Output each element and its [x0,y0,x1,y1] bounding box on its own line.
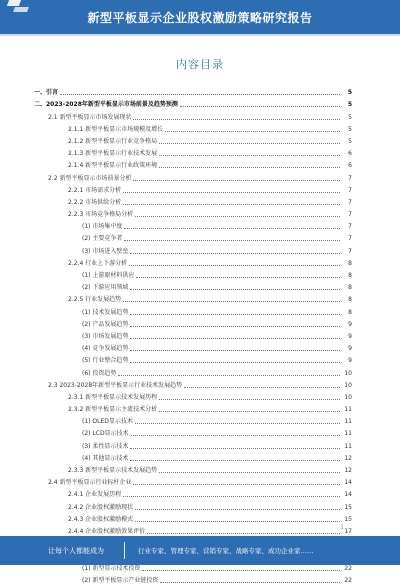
toc-entry-label: 2.4.3 企业股权激励模式 [68,515,134,523]
toc-entry[interactable] [34,330,352,342]
toc-leader-dots [133,484,340,485]
toc-leader-dots [130,326,340,327]
toc-entry-page: 11 [344,418,352,426]
toc-entry-page: 22 [344,576,352,584]
toc-leader-dots [165,131,340,132]
toc-leader-dots [180,106,340,107]
toc-entry-label: 2.3.2 新型平板显示主流技术分析 [68,406,158,414]
toc-leader-dots [124,228,340,229]
toc-entry-page: 15 [344,515,352,523]
toc-leader-dots [130,448,340,449]
toc-entry[interactable] [34,305,352,317]
toc-entry-label: 2.4 新型平板显示行业标杆企业 [48,479,132,487]
toc-entry-page: 8 [348,259,352,267]
toc-leader-dots [159,411,340,412]
report-header-bar [0,0,400,34]
toc-entry-label: (1) 上游原材料供应 [82,272,135,279]
toc-entry[interactable] [34,232,352,244]
toc-entry-label: (1) 新型显示技术投资 [82,564,141,572]
toc-entry-label: 2.3.3 新型平板显示技术发展趋势 [68,467,158,474]
toc-entry[interactable] [34,171,352,183]
toc-entry-page: 12 [344,467,352,474]
toc-entry[interactable] [34,318,352,330]
toc-leader-dots [123,496,340,497]
toc-leader-dots [159,472,340,473]
toc-entry[interactable] [34,415,352,427]
toc-entry[interactable] [34,354,352,366]
toc-entry-label: 2.2.4 行业上下游分析 [68,259,128,267]
toc-entry-label: 2.4.2 企业股权激励现状 [68,503,134,511]
toc-entry-page: 12 [344,454,352,462]
toc-entry-page: 8 [348,296,352,304]
table-of-contents [34,86,352,586]
toc-entry-page: 5 [347,89,352,97]
toc-leader-dots [135,423,340,424]
toc-entry-label: 2.3.1 新型平板显示技术发展历程 [68,393,158,401]
toc-entry[interactable] [34,342,352,354]
toc-entry[interactable] [34,208,352,220]
toc-entry-label: 2.1.4 新型平板显示行业政策环境 [68,162,158,170]
toc-entry-page: 15 [344,503,352,511]
toc-entry[interactable] [34,427,352,439]
footer-slogan-right: 行业专家、管理专家、营销专家、战略专家、成功企业家…… [138,547,314,555]
toc-entry-label: (2) 下游应用领域 [82,284,129,292]
toc-entry-label: (3) 市场进入壁垒 [82,247,129,255]
toc-leader-dots [160,582,340,583]
toc-leader-dots [135,216,340,217]
toc-leader-dots [159,155,340,156]
toc-entry-label: 2.1.1 新型平板显示市场规模及增长 [68,125,164,133]
toc-entry[interactable] [34,439,352,451]
toc-entry[interactable] [34,110,352,122]
toc-entry[interactable] [34,123,352,135]
toc-entry-page: 14 [344,479,352,487]
toc-entry-label: (4) 竞争发展趋势 [82,345,129,353]
toc-entry[interactable] [34,281,352,293]
toc-entry-label: 2.4.1 企业发展历程 [68,491,122,499]
toc-entry-page: 5 [347,101,352,109]
toc-entry-page: 7 [348,198,352,206]
toc-leader-dots [135,509,340,510]
toc-entry-label: (2) 产品发展趋势 [82,320,129,328]
toc-entry-label: 2.1.3 新型平板显示行业技术发展 [68,150,158,158]
toc-entry[interactable] [34,98,352,110]
toc-entry-label: 2.2 新型平板显示市场前景分析 [48,174,132,182]
toc-leader-dots [147,533,340,534]
toc-entry-page: 7 [348,174,352,182]
toc-entry-page: 22 [344,564,352,572]
toc-entry[interactable] [34,464,352,476]
toc-leader-dots [123,204,340,205]
toc-leader-dots [130,460,340,461]
toc-leader-dots [133,180,340,181]
toc-entry-page: 11 [344,406,352,414]
toc-leader-dots [159,167,340,168]
toc-leader-dots [130,338,340,339]
toc-entry[interactable] [34,86,352,98]
toc-entry-label: 2.2.3 市场竞争格局分析 [68,211,134,219]
toc-entry-label: 2.3 2023-2028年新型平板显示行业技术发展趋势 [48,381,183,389]
toc-leader-dots [184,387,340,388]
toc-entry[interactable] [34,135,352,147]
toc-entry-label: (5) 行业整合趋势 [82,357,129,365]
toc-entry[interactable] [34,366,352,378]
toc-entry-page: 8 [348,308,352,316]
toc-leader-dots [130,253,340,254]
footer-divider [124,542,125,559]
toc-leader-dots [123,301,340,302]
toc-entry[interactable] [34,269,352,281]
toc-leader-dots [124,240,340,241]
toc-entry[interactable] [34,574,352,586]
toc-entry-page: 8 [348,284,352,292]
toc-entry[interactable] [34,196,352,208]
toc-entry-label: 2.1.2 新型平板显示行业竞争格局 [68,137,158,145]
toc-entry-page: 9 [348,320,352,328]
footer-slogan-left: 让每个人都能成为 [48,547,104,555]
toc-entry-page: 7 [348,223,352,231]
report-title: 新型平板显示企业股权激励策略研究报告 [87,11,313,25]
toc-entry-label: 二、2023-2028年新型平板显示市场前景及趋势预测 [34,101,178,109]
toc-entry-label: (2) LCD显示技术 [82,430,129,438]
toc-entry-label: 2.4.4 企业股权激励效果评价 [68,527,146,535]
toc-entry[interactable] [34,488,352,500]
toc-entry[interactable] [34,476,352,488]
toc-entry[interactable] [34,379,352,391]
toc-leader-dots [129,265,340,266]
toc-leader-dots [123,192,340,193]
toc-entry[interactable] [34,293,352,305]
toc-leader-dots [130,350,340,351]
toc-entry[interactable] [34,220,352,232]
toc-entry-page: 11 [344,430,352,438]
toc-leader-dots [133,119,340,120]
toc-entry-page: 9 [348,345,352,353]
toc-entry-label: 2.2.1 市场需求分析 [68,186,122,194]
page-number: 1 [340,524,344,531]
toc-entry-page: 6 [348,150,352,158]
toc-entry-page: 5 [348,125,352,133]
toc-leader-dots [130,289,340,290]
toc-entry-page: 6 [348,162,352,170]
toc-leader-dots [60,94,340,95]
toc-entry-label: 2.2.5 行业发展趋势 [68,296,122,304]
toc-entry[interactable] [34,184,352,196]
toc-entry-label: 2.2.2 市场供给分析 [68,198,122,206]
toc-entry-label: (1) OLED显示技术 [82,418,133,426]
toc-entry-label: 2.1 新型平板显示市场发展现状 [48,113,132,121]
toc-entry-label: (3) 市场发展趋势 [82,332,129,340]
toc-entry[interactable] [34,452,352,464]
toc-heading: 内容目录 [176,58,224,71]
toc-entry-page: 7 [348,247,352,255]
toc-entry[interactable] [34,500,352,512]
toc-entry-label: (2) 主要竞争者 [82,235,123,243]
footer-bar [0,536,400,565]
toc-entry-page: 17 [344,527,352,535]
toc-entry-page: 11 [344,442,352,450]
toc-entry-label: (3) 柔性显示技术 [82,442,129,450]
toc-entry-label: (6) 投资趋势 [82,369,117,377]
toc-entry-page: 10 [344,381,352,389]
toc-leader-dots [130,314,340,315]
toc-entry[interactable] [34,513,352,525]
toc-leader-dots [118,375,340,376]
toc-entry-page: 9 [348,332,352,340]
toc-entry[interactable] [34,391,352,403]
toc-entry[interactable] [34,244,352,256]
toc-leader-dots [135,521,340,522]
toc-entry-label: (4) 其他显示技术 [82,454,129,462]
toc-entry-label: (1) 技术发展趋势 [82,308,129,316]
toc-entry-page: 7 [348,186,352,194]
toc-entry[interactable] [34,159,352,171]
toc-leader-dots [130,362,340,363]
toc-leader-dots [131,435,340,436]
toc-leader-dots [136,277,340,278]
toc-entry-page: 5 [348,137,352,145]
toc-entry-label: 一、引言 [34,89,59,97]
toc-leader-dots [142,570,340,571]
toc-entry-page: 10 [344,393,352,401]
toc-entry[interactable] [34,403,352,415]
header-divider [0,34,400,36]
toc-entry-page: 14 [344,491,352,499]
toc-entry-page: 10 [344,369,352,377]
toc-leader-dots [159,143,340,144]
toc-entry-page: 5 [348,113,352,121]
toc-entry[interactable] [34,257,352,269]
toc-entry-label: (2) 新型平板显示产业链投资 [82,576,159,584]
toc-leader-dots [159,399,340,400]
toc-entry-page: 7 [348,235,352,243]
toc-entry[interactable] [34,147,352,159]
toc-entry-label: (1) 市场集中度 [82,223,123,231]
toc-entry-page: 7 [348,211,352,219]
toc-entry-page: 8 [348,272,352,279]
toc-entry-page: 9 [348,357,352,365]
